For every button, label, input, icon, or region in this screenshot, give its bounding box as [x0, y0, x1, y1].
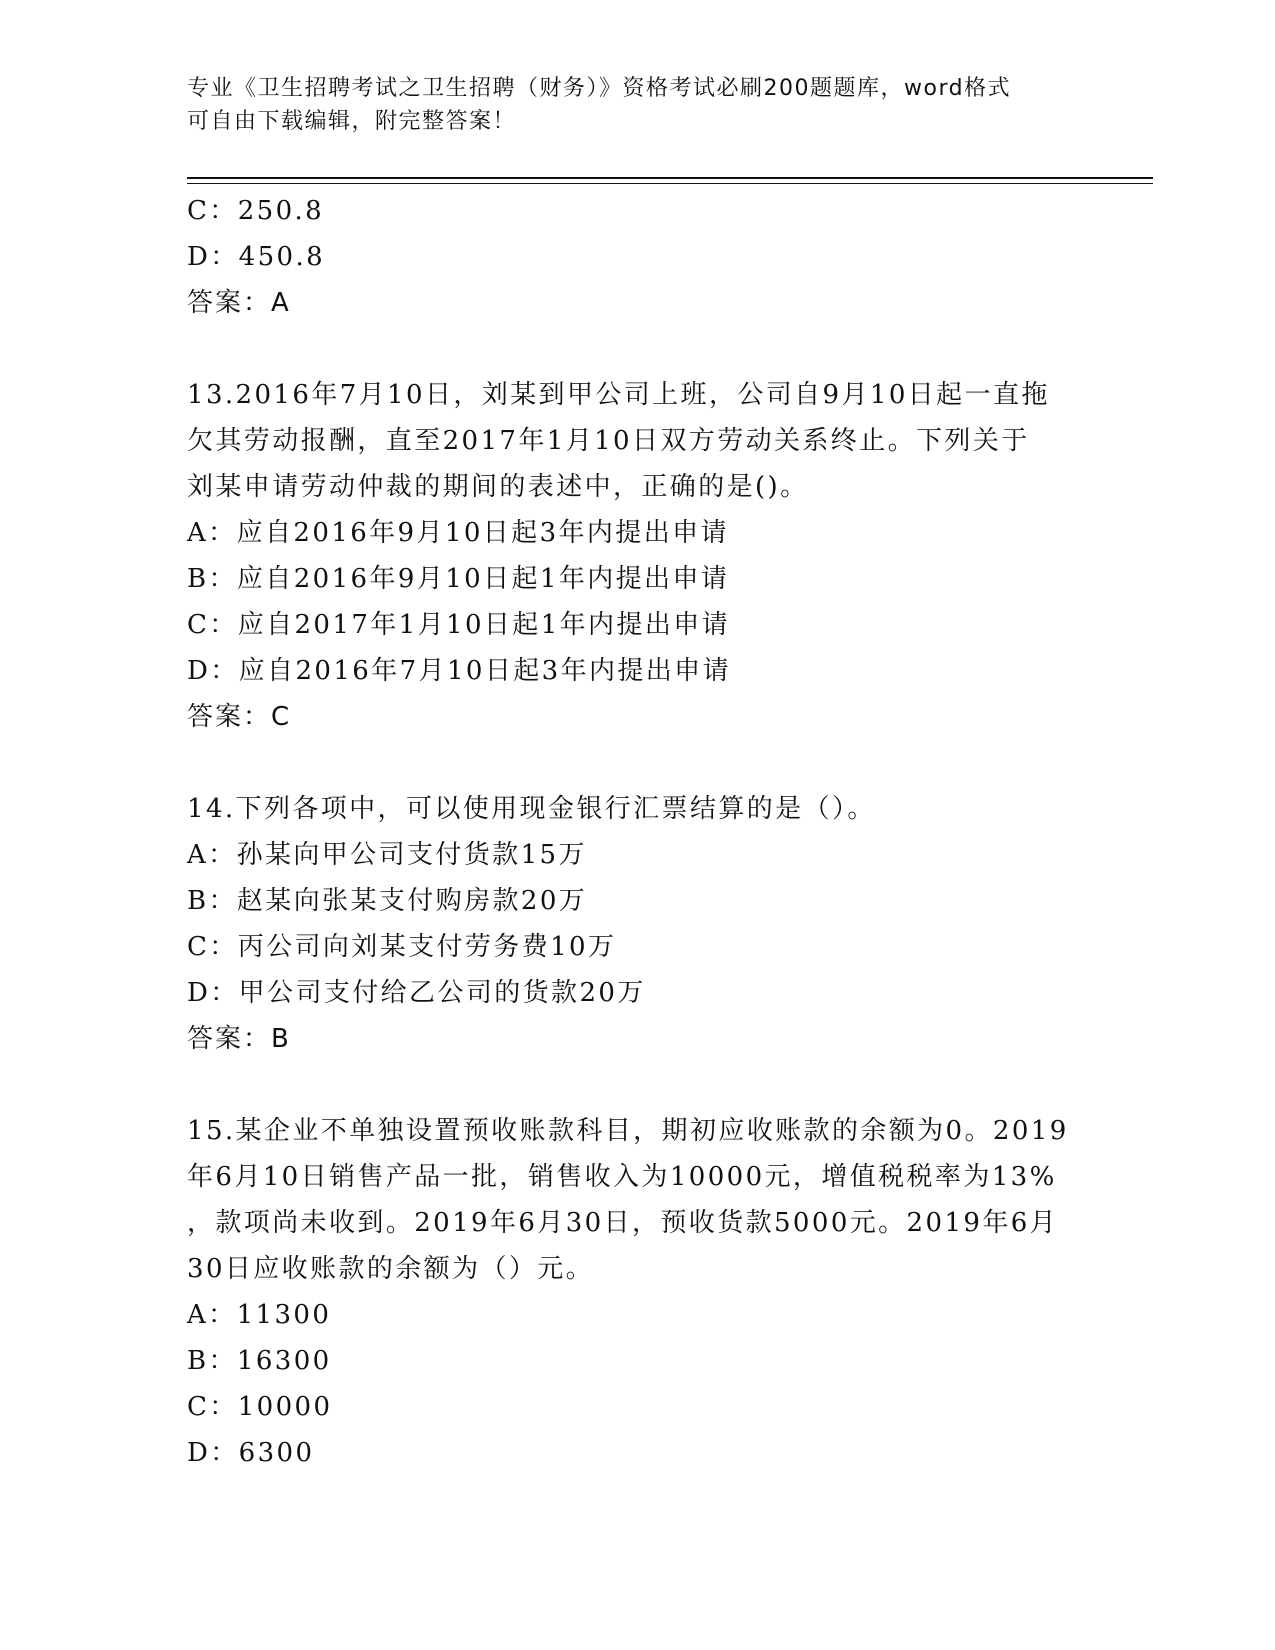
question-14	[187, 786, 1087, 1062]
option-a: A：孙某向甲公司支付货款15万	[187, 840, 587, 870]
option-a: A：应自2016年9月10日起3年内提出申请	[187, 518, 729, 548]
header-divider-thick	[187, 177, 1153, 179]
question-stem-line: 13.2016年7月10日，刘某到甲公司上班，公司自9月10日起一直拖	[187, 380, 1050, 410]
option-d: D：6300	[187, 1438, 315, 1468]
option-b: B：16300	[187, 1346, 332, 1376]
question-stem-line: 刘某申请劳动仲裁的期间的表述中，正确的是()。	[187, 472, 809, 502]
header-line-1: 专业《卫生招聘考试之卫生招聘（财务）》资格考试必刷200题题库，word格式	[187, 76, 1012, 101]
question-12-tail	[187, 188, 1087, 326]
answer-line: 答案：A	[187, 288, 291, 318]
question-15	[187, 1108, 1087, 1476]
document-header	[187, 72, 1067, 138]
header-line-2: 可自由下载编辑，附完整答案！	[187, 109, 517, 134]
question-stem-line: 30日应收账款的余额为（）元。	[187, 1254, 595, 1284]
option-d: D：450.8	[187, 242, 326, 272]
question-stem-line: 欠其劳动报酬，直至2017年1月10日双方劳动关系终止。下列关于	[187, 426, 1030, 456]
question-stem-line: 年6月10日销售产品一批，销售收入为10000元，增值税税率为13%	[187, 1162, 1057, 1192]
option-d: D：应自2016年7月10日起3年内提出申请	[187, 656, 731, 686]
option-c: C：应自2017年1月10日起1年内提出申请	[187, 610, 731, 640]
question-stem-line: 14.下列各项中，可以使用现金银行汇票结算的是（）。	[187, 794, 876, 824]
question-stem-line: ，款项尚未收到。2019年6月30日，预收货款5000元。2019年6月	[187, 1208, 1059, 1238]
answer-line: 答案：B	[187, 1024, 291, 1054]
spacer	[187, 326, 1087, 372]
option-c: C：250.8	[187, 196, 325, 226]
spacer	[187, 1062, 1087, 1108]
option-c: C：10000	[187, 1392, 333, 1422]
question-stem-line: 15.某企业不单独设置预收账款科目，期初应收账款的余额为0。2019	[187, 1116, 1069, 1146]
question-list	[187, 188, 1087, 1476]
answer-line: 答案：C	[187, 702, 292, 732]
question-13	[187, 372, 1087, 740]
option-c: C：丙公司向刘某支付劳务费10万	[187, 932, 617, 962]
spacer	[187, 740, 1087, 786]
option-a: A：11300	[187, 1300, 332, 1330]
option-d: D：甲公司支付给乙公司的货款20万	[187, 978, 646, 1008]
option-b: B：赵某向张某支付购房款20万	[187, 886, 588, 916]
header-divider-thin	[187, 183, 1153, 184]
option-b: B：应自2016年9月10日起1年内提出申请	[187, 564, 730, 594]
